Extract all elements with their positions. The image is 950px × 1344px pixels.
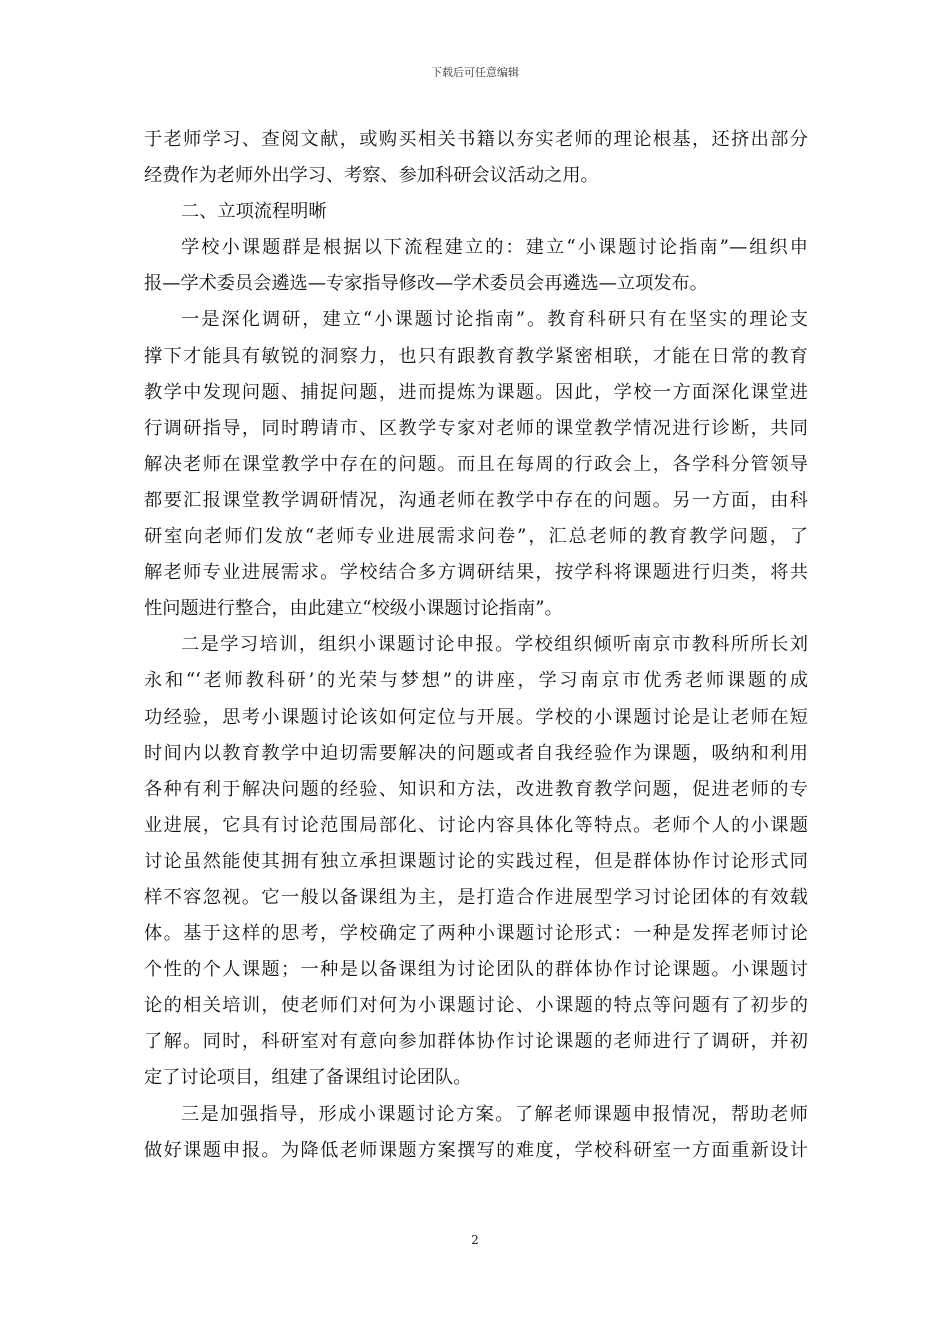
text-line: 个性的个人课题；一种是以备课组为讨论团队的群体协作讨论课题。小课题讨 (144, 959, 808, 981)
text-line: 二是学习培训，组织小课题讨论申报。学校组织倾听南京市教科所所长刘 (181, 634, 808, 656)
text-line: 论的相关培训，使老师们对何为小课题讨论、小课题的特点等问题有了初步的 (144, 995, 808, 1017)
text-line: 体。基于这样的思考，学校确定了两种小课题讨论形式：一种是发挥老师讨论 (144, 923, 808, 945)
section-heading: 二、立项流程明晰 (181, 201, 327, 223)
text-line: 解决老师在课堂教学中存在的问题。而且在每周的行政会上，各学科分管领导 (144, 453, 808, 475)
text-line: 了解。同时，科研室对有意向参加群体协作讨论课题的老师进行了调研，并初 (144, 1031, 808, 1053)
text-line: 讨论虽然能使其拥有独立承担课题讨论的实践过程，但是群体协作讨论形式同 (144, 850, 808, 872)
text-line: 教学中发现问题、捕捉问题，进而提炼为课题。因此，学校一方面深化课堂进 (144, 381, 808, 403)
text-line: 解老师专业进展需求。学校结合多方调研结果，按学科将课题进行归类，将共 (144, 562, 808, 584)
text-line: 都要汇报课堂教学调研情况，沟通老师在教学中存在的问题。另一方面，由科 (144, 489, 808, 511)
text-line: 功经验，思考小课题讨论该如何定位与开展。学校的小课题讨论是让老师在短 (144, 706, 808, 728)
text-line: 行调研指导，同时聘请市、区教学专家对老师的课堂教学情况进行诊断，共同 (144, 417, 808, 439)
text-line: 研室向老师们发放“老师专业进展需求问卷”，汇总老师的教育教学问题，了 (144, 526, 808, 548)
text-line: 各种有利于解决问题的经验、知识和方法，改进教育教学问题，促进老师的专 (144, 778, 808, 800)
text-line: 永和“‘老师教科研’的光荣与梦想”的讲座，学习南京市优秀老师课题的成 (144, 670, 808, 692)
text-line: 于老师学习、查阅文献，或购买相关书籍以夯实老师的理论根基，还挤出部分 (144, 129, 808, 150)
text-line: 样不容忽视。它一般以备课组为主，是打造合作进展型学习讨论团体的有效载 (144, 886, 808, 908)
text-line: 性问题进行整合，由此建立“校级小课题讨论指南”。 (144, 598, 563, 620)
text-line: 做好课题申报。为降低老师课题方案撰写的难度，学校科研室一方面重新设计 (144, 1139, 808, 1161)
document-body (144, 122, 808, 1169)
page-number: 2 (471, 1233, 479, 1247)
text-line: 报—学术委员会遴选—专家指导修改—学术委员会再遴选—立项发布。 (144, 273, 708, 295)
text-line: 三是加强指导，形成小课题讨论方案。了解老师课题申报情况，帮助老师 (181, 1103, 808, 1125)
text-line: 学校小课题群是根据以下流程建立的：建立“小课题讨论指南”—组织申 (181, 237, 808, 259)
text-line: 业进展，它具有讨论范围局部化、讨论内容具体化等特点。老师个人的小课题 (144, 814, 808, 836)
text-line: 定了讨论项目，组建了备课组讨论团队。 (144, 1067, 472, 1089)
page-header-note: 下载后可任意编辑 (431, 66, 519, 79)
text-line: 撑下才能具有敏锐的洞察力，也只有跟教育教学紧密相联，才能在日常的教育 (144, 345, 808, 367)
text-line: 一是深化调研，建立“小课题讨论指南”。教育科研只有在坚实的理论支 (181, 309, 808, 331)
text-line: 经费作为老师外出学习、考察、参加科研会议活动之用。 (144, 165, 599, 187)
text-line: 时间内以教育教学中迫切需要解决的问题或者自我经验作为课题，吸纳和利用 (144, 742, 808, 764)
